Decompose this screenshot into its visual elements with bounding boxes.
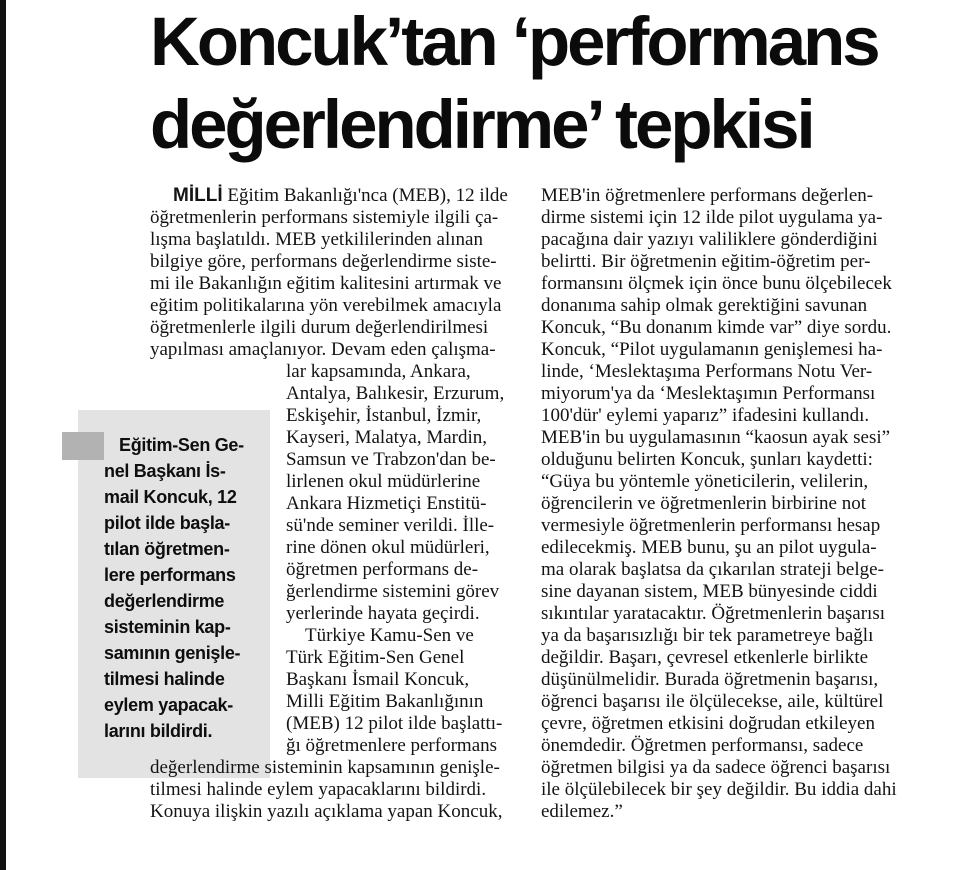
col1-line: bilgiye göre, performans değerlendirme siste- [150, 251, 497, 272]
col1-line: yerlerinde hayata geçirdi. [286, 603, 480, 624]
col2-line: pacağına dair yazıyı valiliklere gönderdiğini [541, 229, 878, 250]
pullquote-line: mail Koncuk, 12 [104, 487, 237, 507]
col1-line: Antalya, Balıkesir, Erzurum, [286, 383, 505, 404]
col2-line: linde, ‘Meslektaşıma Performans Notu Ver- [541, 361, 873, 382]
col1-line: öğretmen performans de- [286, 559, 479, 580]
pullquote-line: tılan öğretmen- [104, 539, 230, 559]
col2-line: vermesiyle öğretmenlerin performansı hesap [541, 515, 881, 536]
pullquote-line: Eğitim-Sen Ge- [119, 435, 244, 455]
col1-line: sü'nde seminer verildi. İlle- [286, 515, 495, 536]
col2-line: MEB'in öğretmenlere performans değerlen- [541, 185, 874, 206]
pullquote-marker [62, 432, 104, 460]
col1-line: Kayseri, Malatya, Mardin, [286, 427, 488, 448]
col1-line: tilmesi halinde eylem yapacaklarını bildirdi. [150, 779, 487, 800]
col2-line: edilecekmiş. MEB bunu, şu an pilot uygula- [541, 537, 877, 558]
col1-line: öğretmenlerin performans sistemiyle ilgili ça- [150, 207, 499, 228]
pullquote-line: değerlendirme [104, 591, 225, 611]
col2-line: miyorum'ya da ‘Meslektaşımın Performansı [541, 383, 876, 404]
col2-line: edilemez.” [541, 801, 623, 822]
col2-line: formansını ölçmek için önce bunu ölçebilecek [541, 273, 892, 294]
col1-line: lışma başlatıldı. MEB yetkililerinden alınan [150, 229, 483, 250]
col2-line: ma olarak başlatsa da çıkarılan strateji belge- [541, 559, 884, 580]
col2-line: öğrenci başarısı ile ölçülecekse, aile, kültürel [541, 691, 884, 712]
col1-line: Başkanı İsmail Koncuk, [286, 669, 470, 690]
col2-line: olduğunu belirten Koncuk, şunları kaydetti: [541, 449, 873, 470]
col1-line: Milli Eğitim Bakanlığının [286, 691, 484, 712]
col1-line: rine dönen okul müdürleri, [286, 537, 490, 558]
pullquote-line: tilmesi halinde [104, 669, 225, 689]
col2-line: sine dayanan sistem, MEB bünyesinde ciddi [541, 581, 878, 602]
col1-line: Samsun ve Trabzon'dan be- [286, 449, 496, 470]
left-border-rule [0, 0, 6, 870]
col1-line: mi ile Bakanlığın eğitim kalitesini artırmak ve [150, 273, 502, 294]
col2-line: dirme sistemi için 12 ilde pilot uygulama ya- [541, 207, 883, 228]
pullquote-line: samının genişle- [104, 643, 241, 663]
col2-line: MEB'in bu uygulamasının “kaosun ayak sesi” [541, 427, 891, 448]
col1-line: Ankara Hizmetiçi Enstitü- [286, 493, 487, 514]
col1-line: lar kapsamında, Ankara, [286, 361, 471, 382]
col2-line: düşünülmelidir. Burada öğretmenin başarısı, [541, 669, 879, 690]
col2-line: sıkıntılar yaratacaktır. Öğretmenlerin başarısı [541, 603, 885, 624]
pullquote-line: sisteminin kap- [104, 617, 231, 637]
col1-line: ğerlendirme sistemini görev [286, 581, 500, 602]
headline-line-1: Koncuk’tan ‘performans [150, 3, 878, 80]
col2-line: donanıma sahip olmak gerektiğini savunan [541, 295, 868, 316]
pullquote-line: eylem yapacak- [104, 695, 233, 715]
headline-line-2: değerlendirme’ tepkisi [150, 86, 813, 163]
pullquote-line: pilot ilde başla- [104, 513, 230, 533]
col2-line: ile ölçülebilecek bir şey değildir. Bu iddia dahi [541, 779, 897, 800]
col2-line: öğrencilerin ve öğretmenlerin birbirine not [541, 493, 866, 514]
col2-line: değildir. Başarı, çevresel etkenlerle birlikte [541, 647, 869, 668]
col2-line: Koncuk, “Pilot uygulamanın genişlemesi ha- [541, 339, 883, 360]
col1-line: lirlenen okul müdürlerine [286, 471, 481, 492]
col2-line: ya da başarısızlığı bir tek parametreye bağlı [541, 625, 874, 646]
col1-line: Eskişehir, İstanbul, İzmir, [286, 405, 482, 426]
col2-line: 100'dür' eylemi yaparız” ifadesini kullandı. [541, 405, 870, 426]
col1-line: değerlendirme sisteminin kapsamının genişle- [150, 757, 500, 778]
col1-line: Konuya ilişkin yazılı açıklama yapan Koncuk, [150, 801, 503, 822]
col2-line: öğretmen bilgisi ya da sadece öğrenci başarısı [541, 757, 891, 778]
col1-line: Türkiye Kamu-Sen ve [305, 625, 474, 646]
col2-line: “Güya bu yöntemle yöneticilerin, velilerin, [541, 471, 869, 492]
col1-line: Türk Eğitim-Sen Genel [286, 647, 465, 668]
col2-line: belirtti. Bir öğretmenin eğitim-öğretim per- [541, 251, 871, 272]
col2-line: Koncuk, “Bu donanım kimde var” diye sordu. [541, 317, 892, 338]
col2-line: önemdedir. Öğretmen performansı, sadece [541, 735, 864, 756]
col1-line: (MEB) 12 pilot ilde başlattı- [286, 713, 503, 734]
col1-line: eğitim politikalarına yön verebilmek amacıyla [150, 295, 502, 316]
col1-line: öğretmenlerle ilgili durum değerlendirilmesi [150, 317, 489, 338]
col2-line: çevre, öğretmen etkisini doğrudan etkileyen [541, 713, 875, 734]
pullquote-line: nel Başkanı İs- [104, 461, 226, 481]
lead-word: MİLLİ [173, 185, 223, 206]
col1-line: yapılması amaçlanıyor. Devam eden çalışma- [150, 339, 496, 360]
col1-line: ğı öğretmenlere performans [286, 735, 498, 756]
headline [150, 0, 878, 166]
pullquote-line: larını bildirdi. [104, 721, 213, 741]
pullquote-line: lere performans [104, 565, 236, 585]
col1-line: MİLLİ Eğitim Bakanlığı'nca (MEB), 12 ilde [173, 185, 508, 206]
